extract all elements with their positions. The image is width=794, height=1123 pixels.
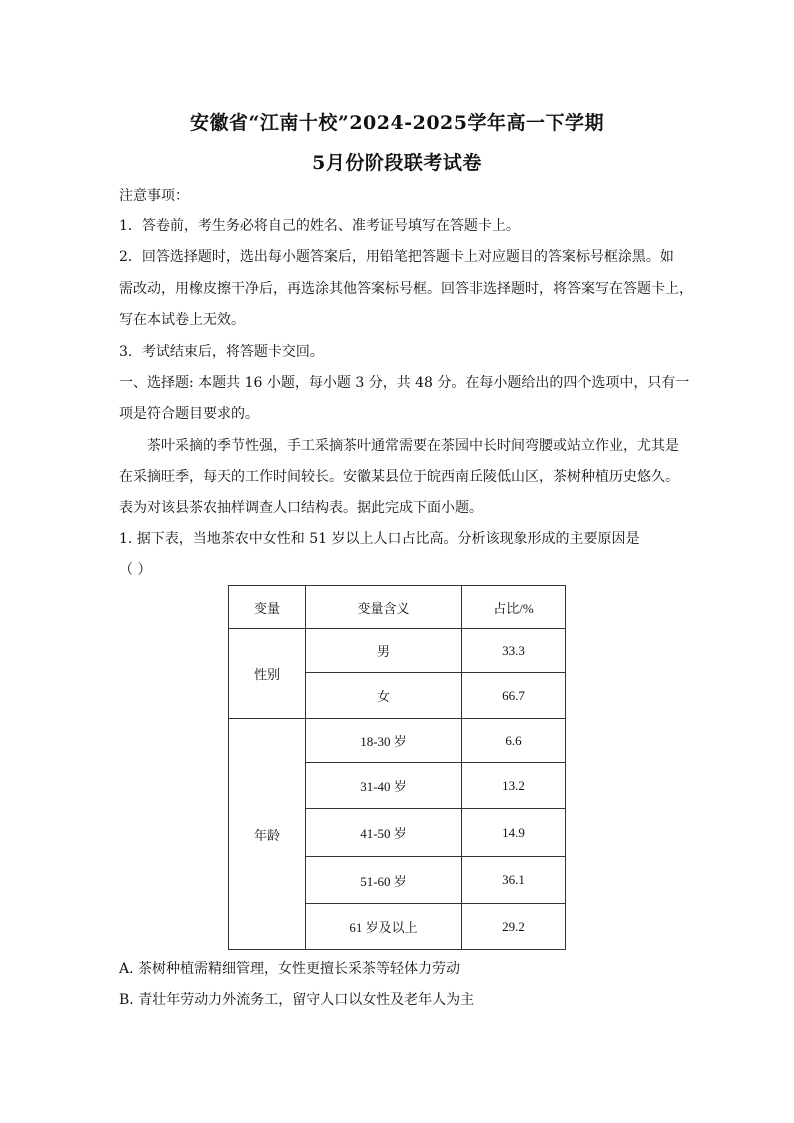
section-intro-line1: 一、选择题: 本题共 16 小题，每小题 3 分，共 48 分。在每小题给出的四个选项中，只有一 [119, 375, 690, 391]
row-meaning: 18-30 岁 [306, 719, 462, 763]
row-value: 14.9 [462, 809, 566, 857]
row-meaning: 61 岁及以上 [306, 904, 462, 950]
table-header-row [229, 586, 566, 629]
row-meaning: 男 [306, 629, 462, 673]
passage-line2: 在采摘旺季，每天的工作时间较长。安徽某县位于皖西南丘陵低山区，茶树种植历史悠久。 [119, 469, 679, 485]
row-value: 13.2 [462, 763, 566, 809]
option-b: B. 青壮年劳动力外流务工，留守人口以女性及老年人为主 [119, 992, 475, 1008]
note-item-2-line3: 写在本试卷上无效。 [119, 312, 245, 328]
row-value: 33.3 [462, 629, 566, 673]
answer-bracket: （ ） [119, 562, 152, 578]
passage-line1: 茶叶采摘的季节性强，手工采摘茶叶通常需要在茶园中长时间弯腰或站立作业，尤其是 [147, 438, 679, 454]
note-item-1: 1．答卷前，考生务必将自己的姓名、准考证号填写在答题卡上。 [119, 218, 520, 234]
notes-heading: 注意事项： [119, 188, 189, 204]
exam-title-line2: 5月份阶段联考试卷 [312, 152, 482, 174]
section-intro-line2: 项是符合题目要求的。 [119, 406, 259, 422]
question-1-stem: 1. 据下表，当地茶农中女性和 51 岁以上人口占比高。分析该现象形成的主要原因是 [119, 531, 640, 547]
row-meaning: 女 [306, 673, 462, 719]
age-group-label: 年龄 [229, 719, 306, 950]
row-meaning: 51-60 岁 [306, 857, 462, 904]
row-value: 36.1 [462, 857, 566, 904]
exam-title-line1: 安徽省“江南十校”2024-2025学年高一下学期 [189, 112, 604, 134]
gender-group-label: 性别 [229, 629, 306, 719]
header-percent: 占比/% [462, 586, 566, 629]
population-structure-table [228, 585, 566, 950]
option-a: A. 茶树种植需精细管理，女性更擅长采茶等轻体力劳动 [119, 961, 461, 977]
note-item-3: 3．考试结束后，将答题卡交回。 [119, 344, 324, 360]
row-value: 66.7 [462, 673, 566, 719]
table-row [229, 719, 566, 763]
note-item-2-line1: 2．回答选择题时，选出每小题答案后，用铅笔把答题卡上对应题目的答案标号框涂黑。如 [119, 249, 674, 265]
header-meaning: 变量含义 [306, 586, 462, 629]
passage-line3: 表为对该县茶农抽样调查人口结构表。据此完成下面小题。 [119, 500, 483, 516]
table-row [229, 629, 566, 673]
header-variable: 变量 [229, 586, 306, 629]
note-item-2-line2: 需改动，用橡皮擦干净后，再选涂其他答案标号框。回答非选择题时，将答案写在答题卡上， [119, 281, 693, 297]
row-meaning: 41-50 岁 [306, 809, 462, 857]
row-meaning: 31-40 岁 [306, 763, 462, 809]
row-value: 29.2 [462, 904, 566, 950]
row-value: 6.6 [462, 719, 566, 763]
